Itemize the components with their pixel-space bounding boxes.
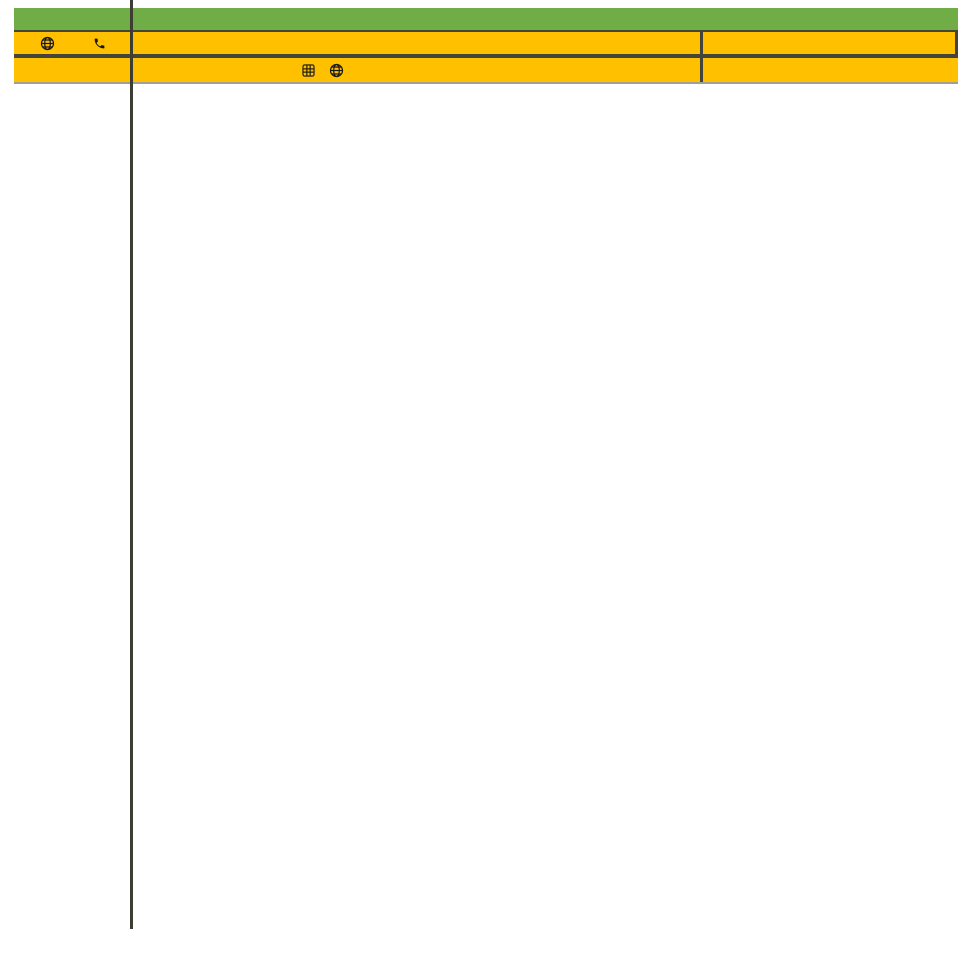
globe-icon	[329, 63, 344, 78]
globe-icon	[40, 36, 55, 51]
harga-referensi-label	[700, 32, 958, 54]
table-header-row	[14, 8, 958, 30]
app-grid-icon	[302, 64, 315, 77]
app-banner	[14, 32, 700, 54]
price-table	[14, 8, 958, 84]
footer-disclaimer	[700, 58, 958, 82]
footer-app-group	[302, 58, 351, 82]
phone-icon	[93, 37, 106, 50]
footer-row	[14, 56, 958, 84]
footer-left	[14, 58, 700, 82]
column-divider-line	[130, 0, 133, 929]
app-banner-row	[14, 30, 958, 56]
